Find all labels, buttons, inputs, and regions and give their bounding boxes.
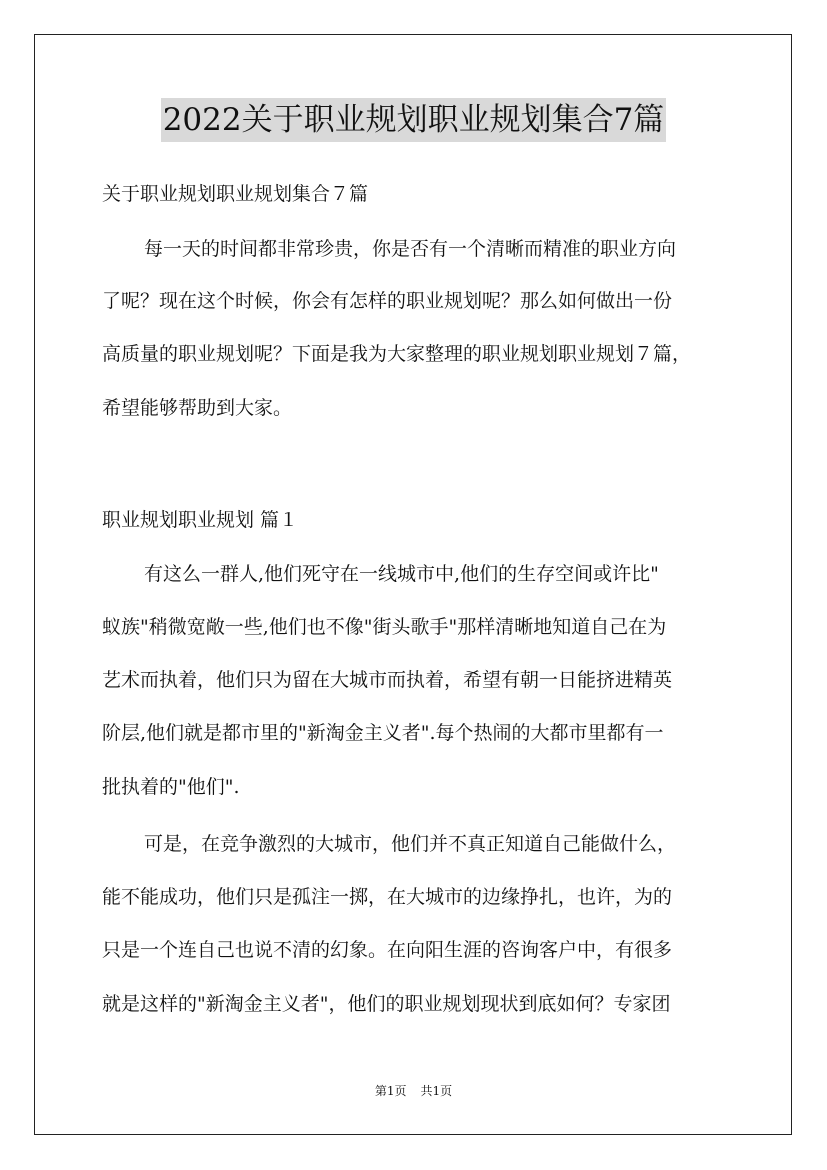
paragraph2-line: 能不能成功，他们只是孤注一掷，在大城市的边缘挣扎，也许，为的 [102,886,673,908]
paragraph1-line: 阶层,他们就是都市里的"新淘金主义者".每个热闹的大都市里都有一 [102,722,664,744]
paragraph1-line: 批执着的"他们". [102,776,240,798]
intro-line: 高质量的职业规划呢？下面是我为大家整理的职业规划职业规划７篇， [102,343,692,365]
intro-line: 了呢？现在这个时候，你会有怎样的职业规划呢？那么如何做出一份 [102,290,673,312]
document-subtitle: 关于职业规划职业规划集合７篇 [102,183,369,205]
paragraph2-line: 只是一个连自己也说不清的幻象。在向阳生涯的咨询客户中，有很多 [102,939,673,961]
intro-line: 每一天的时间都非常珍贵，你是否有一个清晰而精准的职业方向 [144,238,677,260]
document-title: 2022关于职业规划职业规划集合7篇 [161,98,667,142]
intro-line: 希望能够帮助到大家。 [102,397,293,419]
paragraph1-line: 有这么一群人,他们死守在一线城市中,他们的生存空间或许比" [144,563,659,585]
page-total: 共1页 [420,1084,453,1098]
page-footer [0,1083,827,1099]
paragraph1-line: 蚁族"稍微宽敞一些,他们也不像"街头歌手"那样清晰地知道自己在为 [102,616,667,638]
section-heading: 职业规划职业规划 篇１ [102,509,299,531]
paragraph1-line: 艺术而执着，他们只为留在大城市而执着，希望有朝一日能挤进精英 [102,669,673,691]
paragraph2-line: 可是，在竞争激烈的大城市，他们并不真正知道自己能做什么， [144,833,677,855]
page-number: 第1页 [374,1084,407,1098]
paragraph2-line: 就是这样的"新淘金主义者"，他们的职业规划现状到底如何？专家团 [102,993,671,1015]
title-container [0,98,827,142]
